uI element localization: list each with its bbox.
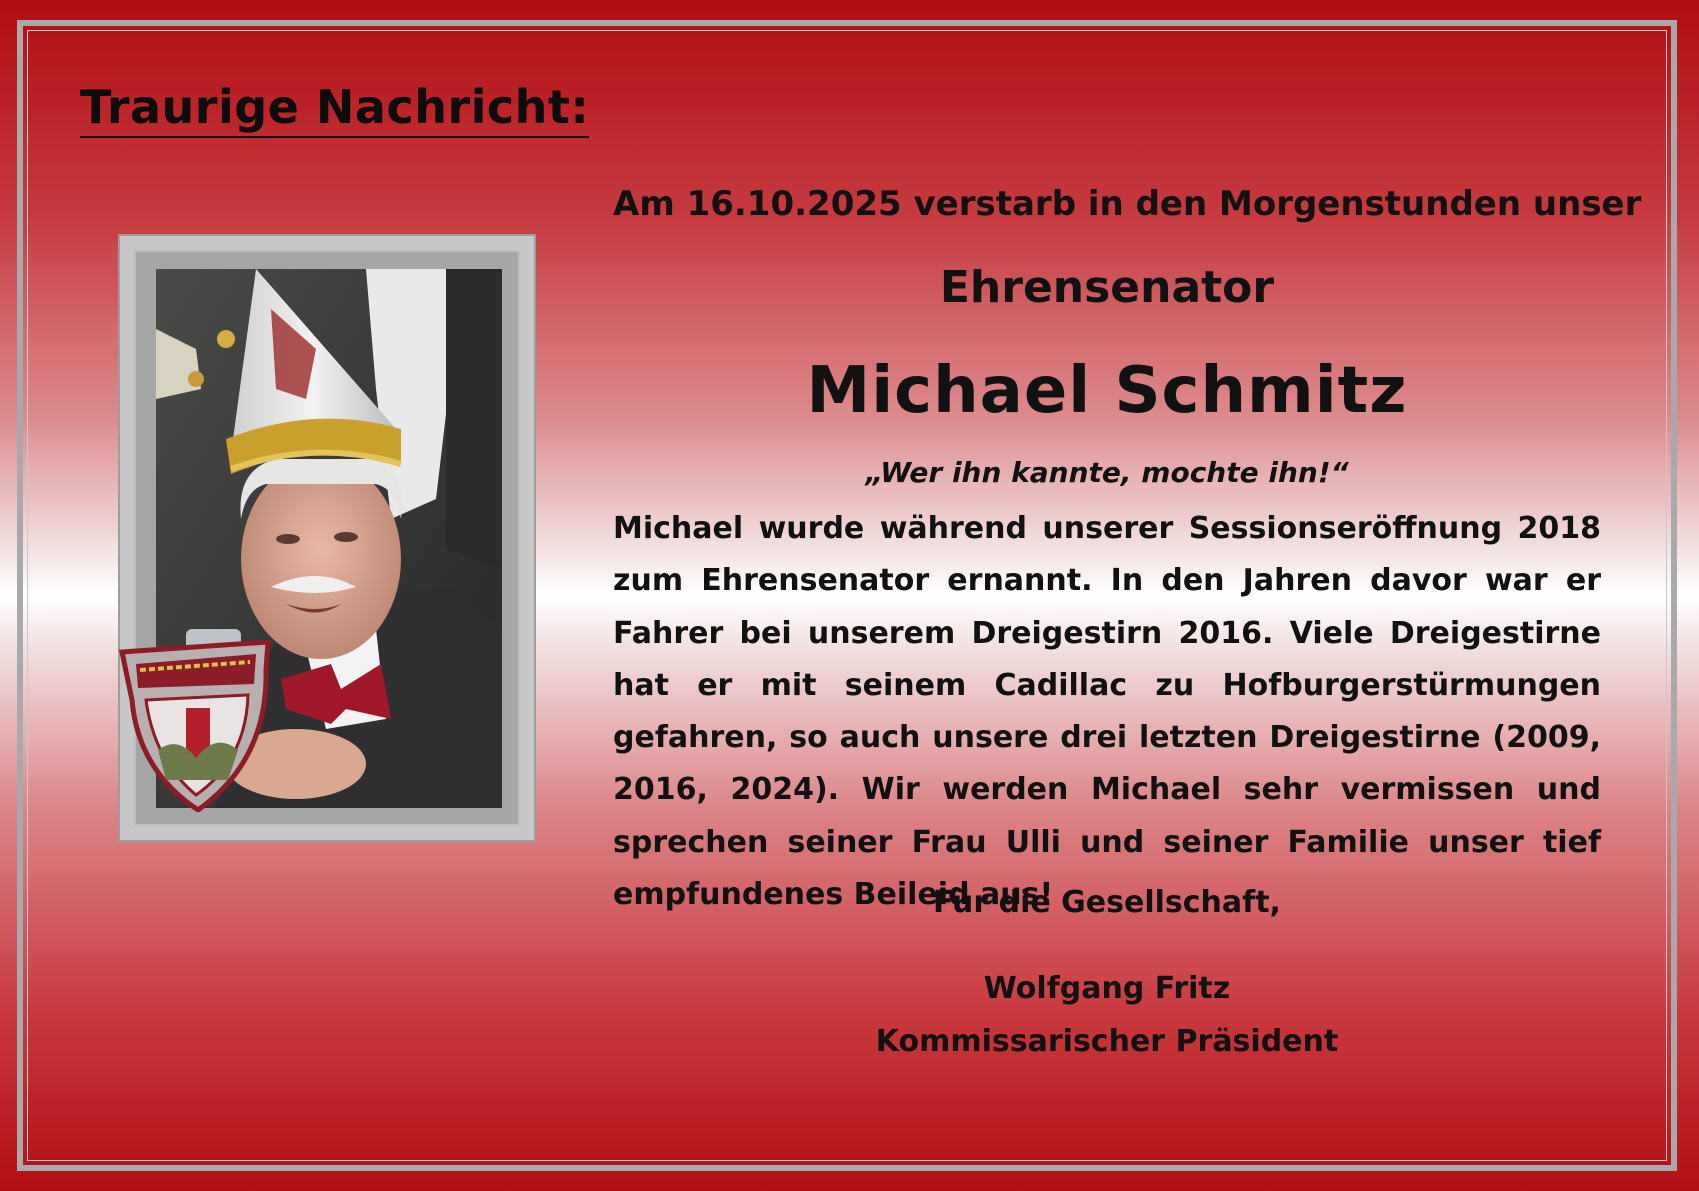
intro-line: Am 16.10.2025 verstarb in den Morgenstunden unser [613, 184, 1642, 224]
quote: „Wer ihn kannte, mochte ihn!“ [865, 456, 1349, 489]
obituary-body: Michael wurde während unserer Sessionseröffnung 2018 zum Ehrensenator ernannt. In den Jahren davor war er Fahrer bei unserem Dreigestirn 2016. Viele Dreigestirne hat er mit seinem Cadillac zu Hofburgerstürmungen gefahren, so auch unsere drei letzten Dreigestirne (2009, 2016, 2024). Wir werden Michael sehr vermissen und sprechen seiner Frau Ulli und seiner Familie unser tief empfundenes Beileid aus! [613, 511, 1601, 913]
signer-title: Kommissarischer Präsident [875, 1024, 1339, 1059]
club-crest-logo [118, 640, 273, 812]
page-title: Traurige Nachricht: [80, 80, 589, 138]
closing-line: Für die Gesellschaft, [933, 885, 1281, 920]
honorary-title: Ehrensenator [939, 262, 1275, 313]
signer-name: Wolfgang Fritz [983, 971, 1231, 1006]
deceased-name: Michael Schmitz [806, 354, 1408, 428]
